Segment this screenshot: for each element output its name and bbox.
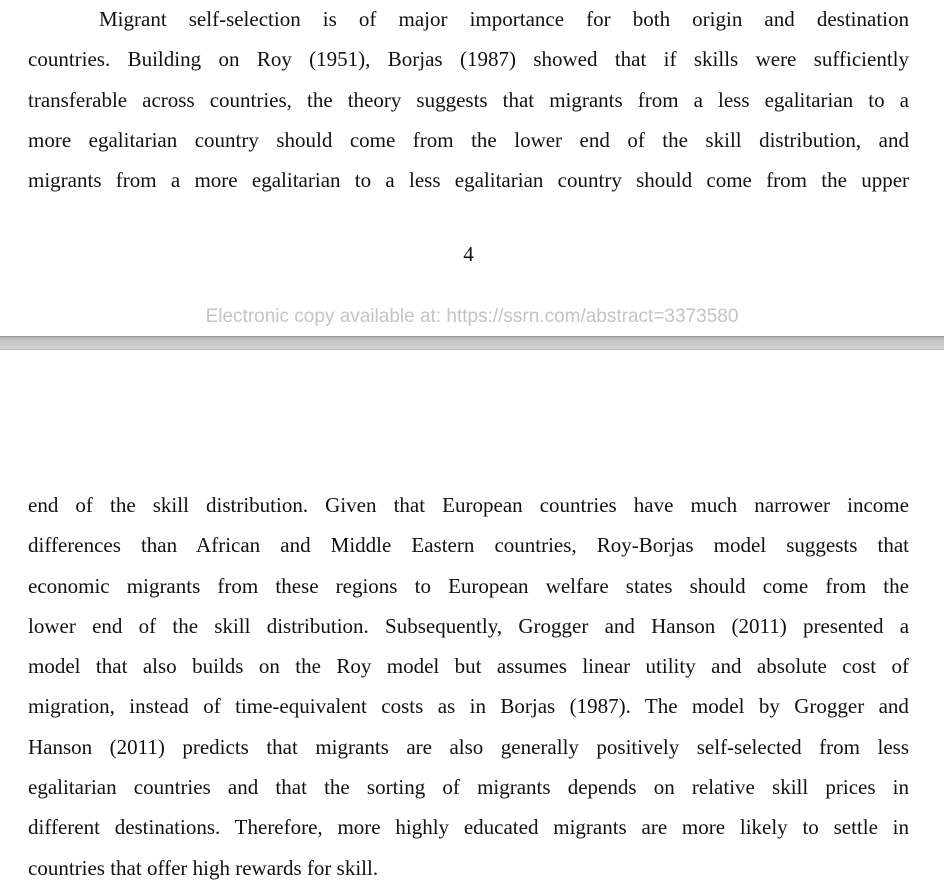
paragraph-line: egalitarian countries and that the sorting of migrants depends on relative skill prices in [28, 775, 910, 800]
paragraph-line: model that also builds on the Roy model but assumes linear utility and absolute cost of [28, 654, 910, 679]
paragraph-line: different destinations. Therefore, more highly educated migrants are more likely to settle in [28, 815, 910, 840]
ssrn-footer-notice: Electronic copy available at: https://ssrn.com/abstract=3373580 [205, 306, 739, 327]
paragraph-line: countries. Building on Roy (1951), Borjas (1987) showed that if skills were sufficiently [28, 47, 909, 72]
paragraph-line: lower end of the skill distribution. Subsequently, Grogger and Hanson (2011) presented a [28, 613, 910, 638]
paragraph-line: migrants from a more egalitarian to a less egalitarian country should come from the upper [28, 168, 910, 193]
paragraph-line: Hanson (2011) predicts that migrants are also generally positively self-selected from less [28, 734, 909, 759]
body-paragraph-continued [28, 485, 909, 888]
page-separator [0, 336, 944, 350]
body-paragraph [28, 0, 909, 200]
paragraph-line: more egalitarian country should come from the lower end of the skill distribution, and [28, 127, 909, 152]
paragraph-line: end of the skill distribution. Given that European countries have much narrower income [28, 493, 909, 517]
paragraph-line: Migrant self-selection is of major importance for both origin and destination [99, 7, 910, 31]
page-number: 4 [463, 242, 474, 266]
paragraph-line: transferable across countries, the theory suggests that migrants from a less egalitarian to a [28, 87, 909, 112]
paragraph-line: economic migrants from these regions to European welfare states should come from the [28, 573, 909, 598]
document-page-top [0, 0, 944, 336]
paragraph-line: countries that offer high rewards for skill. [28, 855, 379, 880]
paragraph-line: migration, instead of time-equivalent costs as in Borjas (1987). The model by Grogger and [28, 694, 909, 719]
paragraph-line: differences than African and Middle Eastern countries, Roy-Borjas model suggests that [28, 533, 909, 558]
